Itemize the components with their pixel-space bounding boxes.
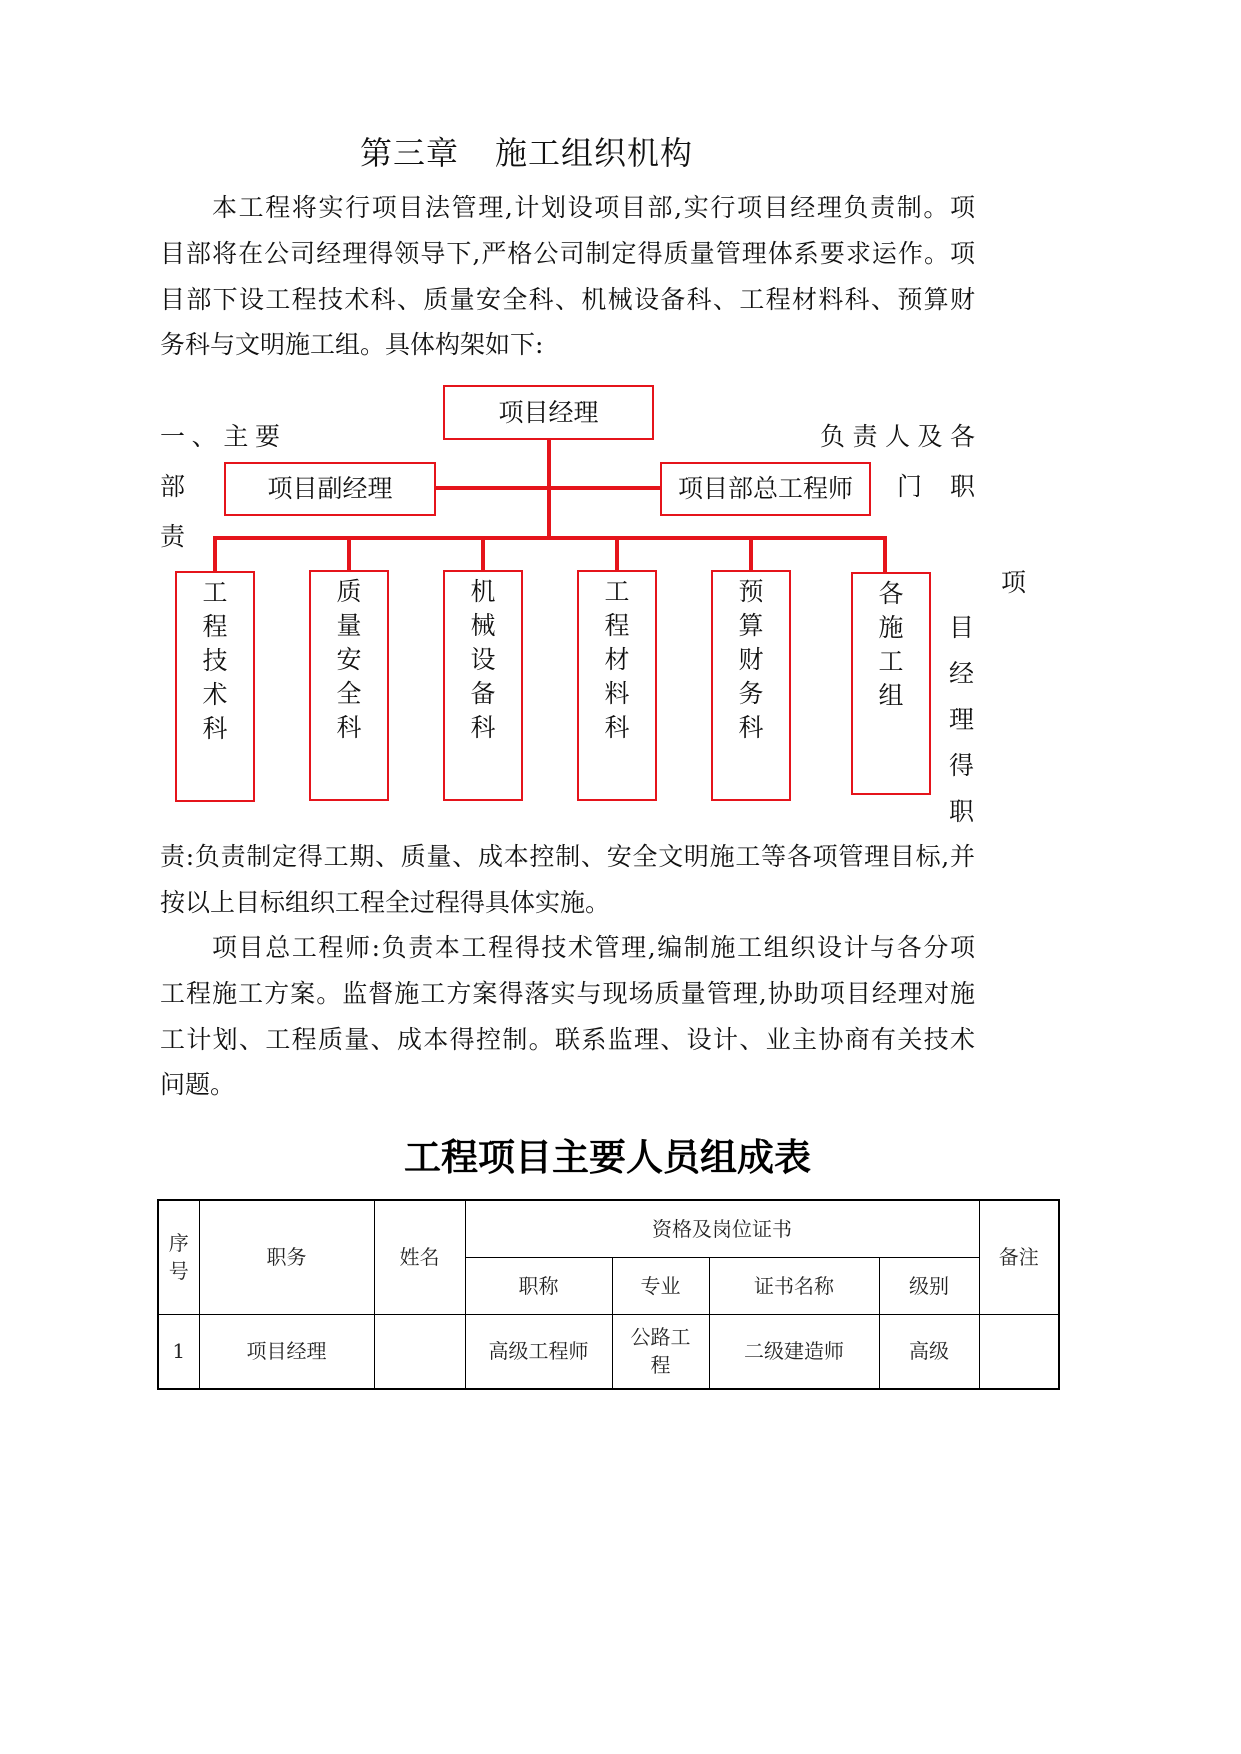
chief-engineer-duty-line: 项目总工程师:负责本工程得技术管理,编制施工组织设计与各分项 bbox=[212, 933, 975, 962]
org-connector-drop bbox=[481, 536, 485, 571]
cell-certificate: 二级建造师 bbox=[709, 1314, 879, 1389]
intro-line: 目部将在公司经理得领导下,严格公司制定得质量管理体系要求运作。项 bbox=[160, 239, 975, 268]
chapter-title: 施工组织机构 bbox=[495, 134, 694, 172]
wrapped-text-right: 门职 bbox=[897, 472, 975, 501]
chief-engineer-duty-line: 工计划、工程质量、成本得控制。联系监理、设计、业主协商有关技术 bbox=[160, 1025, 975, 1054]
org-box-label: 项目经理 bbox=[498, 397, 599, 427]
org-box-department bbox=[711, 570, 791, 801]
header-cell-level: 级别 bbox=[879, 1257, 979, 1314]
wrapped-text-left: 部 bbox=[160, 472, 186, 501]
org-connector-drop bbox=[615, 536, 619, 571]
intro-line: 本工程将实行项目法管理,计划设项目部,实行项目经理负责制。项 bbox=[212, 193, 975, 222]
org-box-department bbox=[309, 570, 389, 801]
cell-major bbox=[612, 1314, 709, 1389]
cell-title: 高级工程师 bbox=[465, 1314, 612, 1389]
org-box-label: 各施工组 bbox=[878, 579, 904, 710]
header-cell-certificate: 证书名称 bbox=[709, 1257, 879, 1314]
table-row bbox=[158, 1314, 1059, 1389]
section-heading-left: 一、主要 bbox=[160, 422, 280, 451]
org-box-department bbox=[443, 570, 523, 801]
manager-duty-column: 目经理得职 bbox=[949, 613, 975, 826]
cell-level: 高级 bbox=[879, 1314, 979, 1389]
org-connector-deputies bbox=[436, 486, 660, 490]
header-cell-title: 职称 bbox=[465, 1257, 612, 1314]
manager-duty-start: 项 bbox=[1001, 568, 1027, 597]
org-box-label: 机械设备科 bbox=[470, 577, 496, 742]
org-box-label: 项目部总工程师 bbox=[677, 474, 853, 503]
org-connector-drop bbox=[749, 536, 753, 571]
header-cell-qualification: 资格及岗位证书 bbox=[465, 1200, 979, 1257]
cell-name bbox=[374, 1314, 465, 1389]
header-cell-no bbox=[158, 1200, 199, 1314]
org-connector-drop bbox=[213, 536, 217, 571]
org-box-deputy-manager bbox=[224, 462, 436, 516]
header-cell-name: 姓名 bbox=[374, 1200, 465, 1314]
chief-engineer-duty-line: 问题。 bbox=[160, 1070, 236, 1099]
header-cell-major: 专业 bbox=[612, 1257, 709, 1314]
org-box-label: 工程材料科 bbox=[604, 577, 630, 742]
org-connector-drop bbox=[883, 536, 887, 573]
chief-engineer-duty-line: 工程施工方案。监督施工方案得落实与现场质量管理,协助项目经理对施 bbox=[160, 979, 975, 1008]
section-heading-right: 负责人及各 bbox=[820, 422, 975, 451]
staff-table bbox=[157, 1199, 1060, 1390]
table-header-row bbox=[158, 1200, 1059, 1257]
org-connector-drop bbox=[347, 536, 351, 571]
org-box-department bbox=[577, 570, 657, 801]
header-cell-remarks: 备注 bbox=[979, 1200, 1059, 1314]
org-connector-trunk bbox=[547, 440, 551, 540]
org-box-label: 工程技术科 bbox=[202, 578, 228, 743]
intro-line: 目部下设工程技术科、质量安全科、机械设备科、工程材料科、预算财 bbox=[160, 285, 975, 314]
org-connector-departments-bus bbox=[213, 536, 887, 540]
cell-position: 项目经理 bbox=[199, 1314, 374, 1389]
table-title: 工程项目主要人员组成表 bbox=[404, 1135, 811, 1179]
wrapped-text-left: 责 bbox=[160, 522, 186, 551]
org-box-project-manager bbox=[443, 385, 654, 440]
manager-duty-line: 按以上目标组织工程全过程得具体实施。 bbox=[160, 888, 611, 917]
org-box-label: 项目副经理 bbox=[267, 474, 393, 503]
org-box-label: 质量安全科 bbox=[336, 577, 362, 742]
intro-line: 务科与文明施工组。具体构架如下: bbox=[160, 330, 544, 359]
header-cell-position: 职务 bbox=[199, 1200, 374, 1314]
org-box-department bbox=[851, 572, 931, 795]
org-box-chief-engineer bbox=[660, 462, 871, 516]
chapter-number: 第三章 bbox=[360, 134, 460, 172]
cell-remarks bbox=[979, 1314, 1059, 1389]
cell-no: 1 bbox=[158, 1314, 199, 1389]
org-box-department bbox=[175, 571, 255, 802]
cell-major-text: 公路工程 bbox=[630, 1325, 691, 1378]
org-box-label: 预算财务科 bbox=[738, 577, 764, 742]
manager-duty-line: 责:负责制定得工期、质量、成本控制、安全文明施工等各项管理目标,并 bbox=[160, 842, 975, 871]
header-label: 序号 bbox=[168, 1231, 189, 1284]
